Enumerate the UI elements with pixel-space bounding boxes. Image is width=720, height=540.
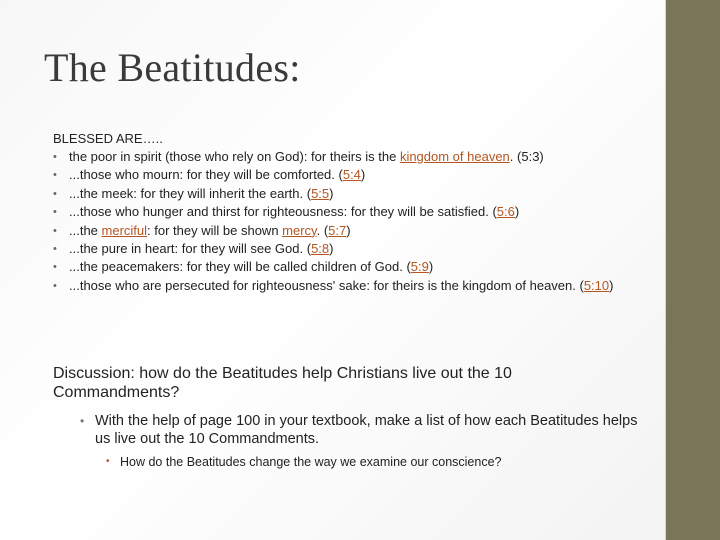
beatitudes-list xyxy=(53,148,653,295)
sub-sub-point xyxy=(106,454,660,470)
item-text: ) xyxy=(514,204,520,220)
item-text: ...those who are persecuted for righteousness' sake: for theirs is the kingdom of heaven. ( xyxy=(69,277,584,293)
kingdom-of-heaven-link[interactable]: kingdom of heaven xyxy=(399,149,510,164)
item-text: ) xyxy=(329,185,334,201)
verse-link-5-6[interactable]: 5:6 xyxy=(496,204,515,220)
item-text: . (5:3) xyxy=(509,149,544,164)
verse-link-5-5[interactable]: 5:5 xyxy=(311,185,330,201)
list-item xyxy=(53,240,653,258)
mercy-link[interactable]: mercy xyxy=(282,222,317,238)
item-text: ...the xyxy=(69,222,102,238)
blessed-are-heading: BLESSED ARE….. xyxy=(53,131,163,146)
item-text: ...the meek: for they will inherit the earth. ( xyxy=(69,185,312,201)
merciful-link[interactable]: merciful xyxy=(101,222,148,238)
bullet-icon: • xyxy=(106,456,110,467)
item-text: ) xyxy=(329,241,334,257)
discussion-question: Discussion: how do the Beatitudes help Christians live out the 10 Commandments? xyxy=(53,365,512,401)
sub-sub-point-text: How do the Beatitudes change the way we examine our conscience? xyxy=(120,455,502,469)
bullet-icon: • xyxy=(53,151,57,163)
sub-point xyxy=(80,412,655,448)
verse-link-5-7[interactable]: 5:7 xyxy=(328,222,347,238)
sub-point-text: With the help of page 100 in your textbook, make a list of how each Beatitudes helps us live out the 10 Commandments. xyxy=(95,413,638,447)
list-item xyxy=(53,166,653,184)
list-item xyxy=(53,148,653,166)
verse-link-5-8[interactable]: 5:8 xyxy=(311,241,330,257)
list-item xyxy=(53,203,653,221)
item-text: . ( xyxy=(316,222,329,238)
bullet-icon: • xyxy=(53,169,57,182)
item-text: ...those who mourn: for they will be comforted. ( xyxy=(69,167,343,183)
item-text: the poor in spirit (those who rely on God): for theirs is the xyxy=(69,149,400,164)
item-text: ...the peacemakers: for they will be called children of God. ( xyxy=(69,259,411,275)
list-item xyxy=(53,222,653,240)
item-text: ) xyxy=(346,222,351,238)
verse-link-5-9[interactable]: 5:9 xyxy=(410,259,429,275)
bullet-icon: • xyxy=(53,243,57,256)
item-text: ) xyxy=(360,167,366,183)
item-text: ...those who hunger and thirst for righteousness: for they will be satisfied. ( xyxy=(69,204,497,220)
bullet-icon: • xyxy=(53,261,57,274)
verse-link-5-4[interactable]: 5:4 xyxy=(342,167,361,183)
bullet-icon: • xyxy=(53,279,57,292)
list-item xyxy=(53,258,653,276)
item-text: ...the pure in heart: for they will see God. ( xyxy=(69,241,312,257)
bullet-icon: • xyxy=(80,414,85,428)
list-item xyxy=(53,277,653,295)
bullet-icon: • xyxy=(53,224,57,237)
list-item xyxy=(53,185,653,203)
item-text: ) xyxy=(609,277,614,293)
decorative-sidebar xyxy=(666,0,720,540)
bullet-icon: • xyxy=(53,206,57,219)
item-text: : for they will be shown xyxy=(147,222,283,238)
bullet-icon: • xyxy=(53,187,57,200)
verse-link-5-10[interactable]: 5:10 xyxy=(583,277,610,293)
slide-title: The Beatitudes: xyxy=(44,45,301,90)
item-text: ) xyxy=(428,259,434,275)
